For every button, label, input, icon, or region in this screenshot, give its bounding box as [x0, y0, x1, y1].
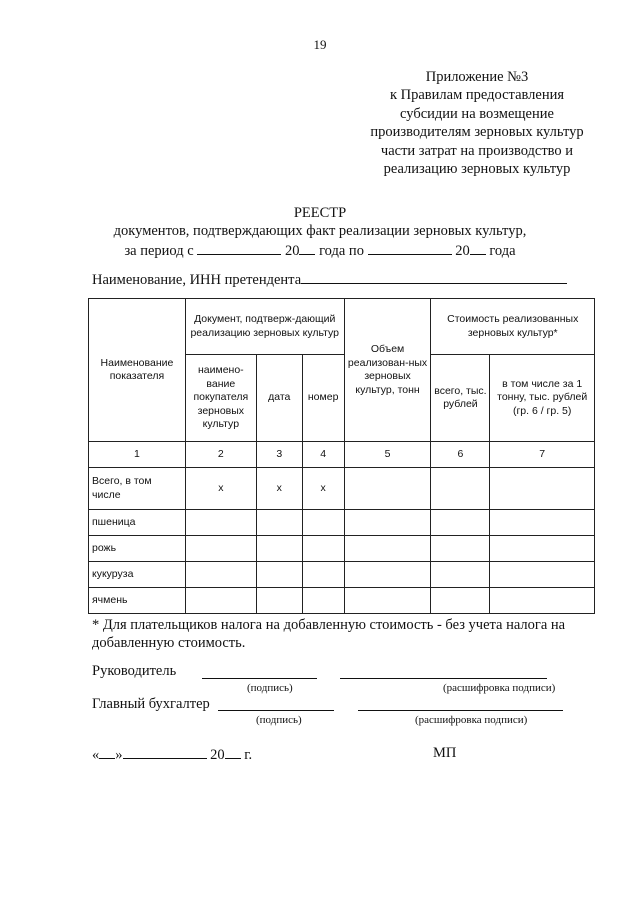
header-indicator: Наименование показателя — [89, 299, 186, 442]
date-line — [92, 745, 252, 764]
title-subtitle: документов, подтверждающих факт реализации зерновых культур, — [113, 223, 527, 240]
applicant-blank[interactable] — [301, 270, 567, 284]
row-label: рожь — [89, 536, 186, 562]
day-blank[interactable] — [99, 745, 115, 759]
row-label: кукуруза — [89, 562, 186, 588]
row-buyer-cell: x — [185, 468, 256, 510]
column-number: 3 — [256, 442, 302, 468]
applicant-line — [92, 270, 567, 289]
head-signature-line[interactable] — [202, 678, 317, 679]
row-number-cell[interactable] — [302, 536, 344, 562]
row-date-cell: x — [256, 468, 302, 510]
page-number: 19 — [313, 37, 327, 52]
row-label: пшеница — [89, 510, 186, 536]
period-suffix: года — [489, 242, 516, 259]
row-volume-cell[interactable] — [344, 562, 431, 588]
header-total: всего, тыс. рублей — [431, 355, 490, 442]
column-number-row — [89, 442, 595, 468]
appendix-line: производителям зерновых культур — [370, 124, 584, 141]
row-number-cell[interactable] — [302, 510, 344, 536]
row-date-cell[interactable] — [256, 588, 302, 614]
head-signature-hint: (подпись) — [247, 682, 293, 694]
period-start-blank[interactable] — [197, 241, 281, 255]
row-label: ячмень — [89, 588, 186, 614]
year-prefix: 20 — [210, 747, 225, 763]
title-heading: РЕЕСТР — [293, 205, 347, 221]
row-per-ton-cell[interactable] — [490, 468, 595, 510]
quote-close: » — [115, 747, 123, 763]
document-title — [0, 204, 640, 260]
accountant-decode-hint: (расшифровка подписи) — [415, 714, 528, 726]
appendix-line: субсидии на возмещение — [400, 105, 554, 122]
year-suffix: г. — [244, 747, 253, 763]
quote-open: « — [92, 747, 100, 763]
row-buyer-cell[interactable] — [185, 536, 256, 562]
row-number-cell[interactable] — [302, 588, 344, 614]
appendix-header — [357, 68, 597, 178]
row-number-cell[interactable] — [302, 562, 344, 588]
row-date-cell[interactable] — [256, 536, 302, 562]
row-total-cell[interactable] — [431, 536, 490, 562]
row-volume-cell[interactable] — [344, 510, 431, 536]
header-number: номер — [302, 355, 344, 442]
row-per-ton-cell[interactable] — [490, 536, 595, 562]
year-blank[interactable] — [225, 745, 241, 759]
table-row — [89, 536, 595, 562]
header-volume: Объем реализован-ных зерновых культур, тонн — [344, 299, 431, 442]
appendix-line: к Правилам предоставления — [389, 87, 565, 104]
head-decode-hint: (расшифровка подписи) — [443, 682, 556, 694]
header-document: Документ, подтверж-дающий реализацию зерновых культур — [185, 299, 344, 355]
row-volume-cell[interactable] — [344, 588, 431, 614]
head-decode-line[interactable] — [340, 678, 547, 679]
row-per-ton-cell[interactable] — [490, 510, 595, 536]
column-number: 2 — [185, 442, 256, 468]
accountant-signature-hint: (подпись) — [256, 714, 302, 726]
appendix-line: реализацию зерновых культур — [383, 161, 571, 178]
row-label: Всего, в том числе — [89, 468, 186, 510]
period-year-b-blank[interactable] — [470, 241, 486, 255]
row-total-cell[interactable] — [431, 510, 490, 536]
period-prefix: за период с — [124, 242, 194, 259]
row-total-cell[interactable] — [431, 468, 490, 510]
row-volume-cell[interactable] — [344, 536, 431, 562]
stamp-label: МП — [433, 745, 457, 761]
table-row — [89, 562, 595, 588]
column-number: 1 — [89, 442, 186, 468]
row-date-cell[interactable] — [256, 562, 302, 588]
period-year-b: 20 — [455, 242, 470, 259]
head-label: Руководитель — [92, 663, 177, 679]
appendix-line: части затрат на производство и — [380, 142, 574, 159]
period-year-a: 20 — [284, 242, 300, 259]
row-volume-cell[interactable] — [344, 468, 431, 510]
title-period — [0, 241, 640, 260]
row-per-ton-cell[interactable] — [490, 588, 595, 614]
column-number: 7 — [490, 442, 595, 468]
row-buyer-cell[interactable] — [185, 510, 256, 536]
row-date-cell[interactable] — [256, 510, 302, 536]
appendix-line: Приложение №3 — [425, 69, 529, 85]
accountant-signature-line[interactable] — [218, 710, 334, 711]
period-year-a-blank[interactable] — [299, 241, 315, 255]
table-row — [89, 510, 595, 536]
row-buyer-cell[interactable] — [185, 562, 256, 588]
column-number: 6 — [431, 442, 490, 468]
applicant-label: Наименование, ИНН претендента — [92, 272, 302, 288]
accountant-decode-line[interactable] — [358, 710, 563, 711]
column-number: 4 — [302, 442, 344, 468]
header-date: дата — [256, 355, 302, 442]
header-buyer: наимено-вание покупателя зерновых культур — [185, 355, 256, 442]
month-blank[interactable] — [123, 745, 207, 759]
row-per-ton-cell[interactable] — [490, 562, 595, 588]
column-number: 5 — [344, 442, 431, 468]
row-total-cell[interactable] — [431, 588, 490, 614]
period-middle: года по — [319, 242, 364, 259]
table-row — [89, 468, 595, 510]
footnote: * Для плательщиков налога на добавленную стоимость - без учета налога на добавленную стоимость. — [92, 617, 566, 652]
header-cost: Стоимость реализованных зерновых культур* — [431, 299, 595, 355]
period-end-blank[interactable] — [368, 241, 452, 255]
table-row — [89, 588, 595, 614]
header-per-ton: в том числе за 1 тонну, тыс. рублей (гр. 6 / гр. 5) — [490, 355, 595, 442]
registry-table — [88, 298, 595, 614]
chief-accountant-label: Главный бухгалтер — [92, 696, 210, 712]
row-total-cell[interactable] — [431, 562, 490, 588]
row-number-cell: x — [302, 468, 344, 510]
row-buyer-cell[interactable] — [185, 588, 256, 614]
